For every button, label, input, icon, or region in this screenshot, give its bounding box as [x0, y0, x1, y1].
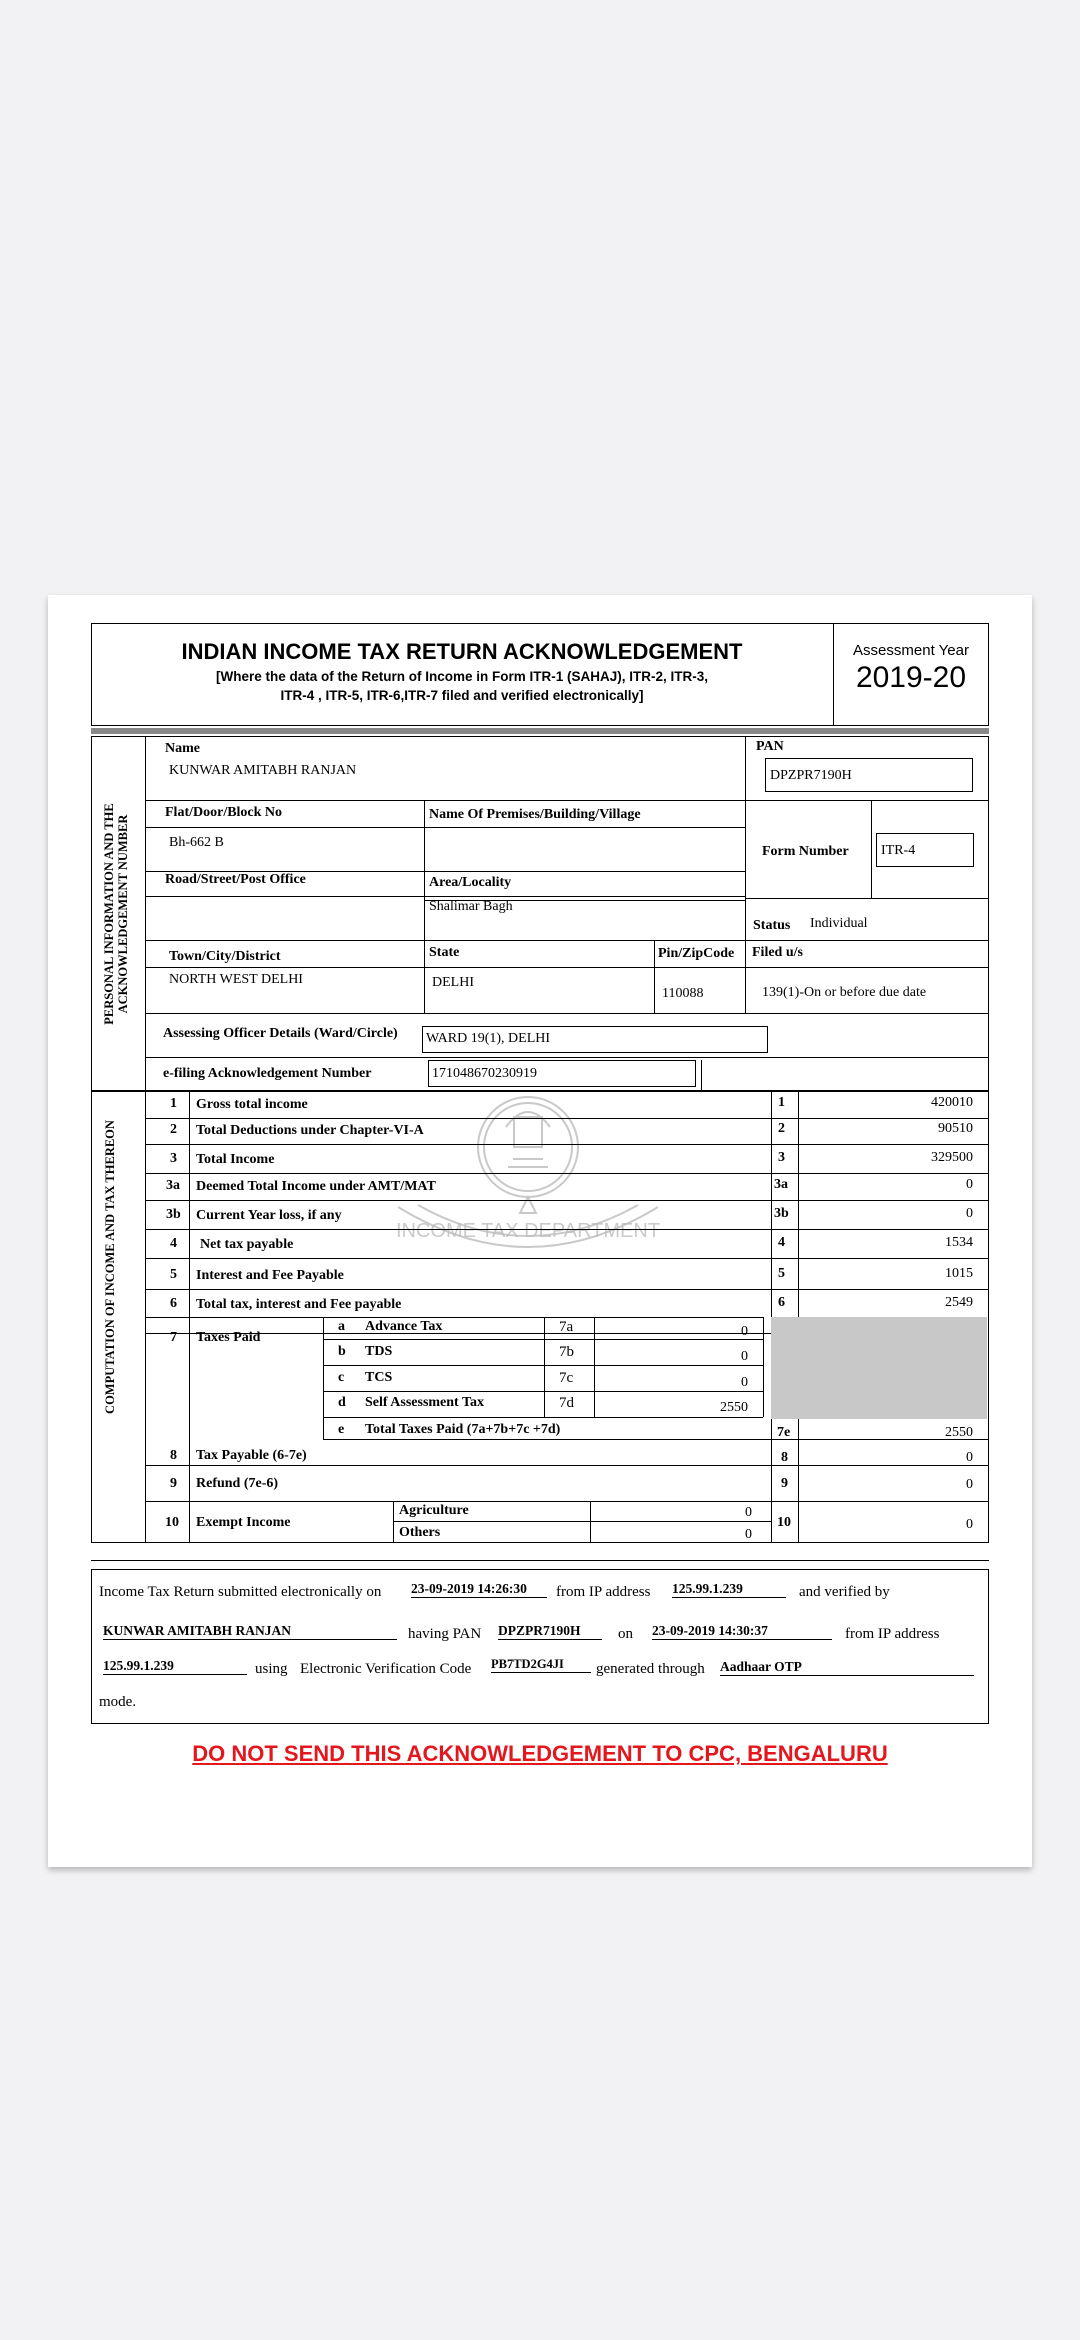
verify-ip: 125.99.1.239	[103, 1658, 247, 1675]
row-8-number: 8	[170, 1448, 177, 1463]
row-7a-letter: a	[338, 1319, 345, 1334]
ao-value: WARD 19(1), DELHI	[426, 1031, 551, 1046]
name-label: Name	[165, 741, 200, 756]
state-value: DELHI	[432, 975, 474, 990]
row-3a-value: 0	[966, 1177, 973, 1192]
row-1-code: 1	[778, 1095, 785, 1110]
area-label: Area/Locality	[429, 875, 512, 890]
ack-value: 171048670230919	[432, 1066, 537, 1081]
footer-text-8: Electronic Verification Code	[300, 1661, 472, 1677]
others-value: 0	[745, 1527, 752, 1542]
verification-method: Aadhaar OTP	[720, 1659, 974, 1676]
computation-section-label-text: COMPUTATION OF INCOME AND TAX THEREON	[103, 1120, 117, 1414]
row-8-code: 8	[781, 1450, 788, 1465]
form-number-value: ITR-4	[881, 843, 916, 858]
verify-datetime: 23-09-2019 14:30:37	[652, 1623, 832, 1640]
document-title: INDIAN INCOME TAX RETURN ACKNOWLEDGEMENT	[181, 639, 743, 664]
row-8-label: Tax Payable (6-7e)	[196, 1448, 307, 1463]
personal-section-label	[102, 734, 134, 1094]
row-9-value: 0	[966, 1477, 973, 1492]
row-1-label: Gross total income	[196, 1097, 308, 1112]
evc-code: PB7TD2G4JI	[491, 1656, 591, 1673]
submit-ip: 125.99.1.239	[672, 1581, 786, 1598]
row-4-code: 4	[778, 1235, 785, 1250]
row-7a-label: Advance Tax	[365, 1319, 443, 1334]
verifier-name: KUNWAR AMITABH RANJAN	[103, 1623, 397, 1640]
footer-text-2: from IP address	[556, 1584, 651, 1600]
row-7d-code: 7d	[559, 1395, 574, 1411]
computation-section-label	[103, 1107, 135, 1427]
row-7a-value: 0	[741, 1324, 748, 1339]
status-value: Individual	[810, 916, 868, 931]
row-10-code: 10	[777, 1515, 791, 1530]
document-subtitle-1: [Where the data of the Return of Income in Form ITR-1 (SAHAJ), ITR-2, ITR-3,	[215, 669, 709, 684]
row-8-value: 0	[966, 1450, 973, 1465]
row-2-code: 2	[778, 1121, 785, 1136]
agriculture-label: Agriculture	[399, 1503, 469, 1518]
filed-label: Filed u/s	[752, 945, 803, 960]
row-2-label: Total Deductions under Chapter-VI-A	[196, 1123, 424, 1138]
row-7e-label: Total Taxes Paid (7a+7b+7c +7d)	[365, 1422, 561, 1437]
row-7d-value: 2550	[720, 1400, 748, 1415]
row-3-value: 329500	[931, 1150, 973, 1165]
footer-text-4: having PAN	[408, 1626, 482, 1642]
submit-datetime: 23-09-2019 14:26:30	[411, 1581, 547, 1598]
row-7c-code: 7c	[559, 1370, 574, 1386]
row-3-number: 3	[170, 1151, 177, 1166]
row-10-label: Exempt Income	[196, 1515, 291, 1530]
status-label: Status	[753, 918, 791, 933]
row-7d-label: Self Assessment Tax	[365, 1395, 485, 1410]
row-6-value: 2549	[945, 1295, 973, 1310]
row-3b-label: Current Year loss, if any	[196, 1208, 342, 1223]
row-7-label: Taxes Paid	[196, 1330, 261, 1345]
row-3-label: Total Income	[196, 1152, 275, 1167]
row-3a-number: 3a	[166, 1178, 180, 1193]
footer-text-10: mode.	[99, 1694, 137, 1710]
warning-text: DO NOT SEND THIS ACKNOWLEDGEMENT TO CPC, BENGALURU	[192, 1741, 888, 1766]
row-9-code: 9	[781, 1476, 788, 1491]
footer-text-7: using	[255, 1661, 288, 1677]
footer-text-1: Income Tax Return submitted electronically on	[99, 1584, 382, 1600]
header-divider-bar	[91, 728, 989, 734]
pin-label: Pin/ZipCode	[658, 946, 735, 961]
row-3-code: 3	[778, 1150, 785, 1165]
row-2-value: 90510	[938, 1121, 973, 1136]
shaded-cell	[771, 1317, 987, 1419]
personal-section-label-text: PERSONAL INFORMATION AND THE ACKNOWLEDGEMENT NUMBER	[102, 803, 130, 1025]
row-7b-label: TDS	[365, 1344, 393, 1359]
filed-value: 139(1)-On or before due date	[762, 985, 927, 1000]
row-6-label: Total tax, interest and Fee payable	[196, 1297, 402, 1312]
row-3b-code: 3b	[774, 1206, 789, 1221]
row-7a-code: 7a	[559, 1319, 574, 1335]
assessment-year-label: Assessment Year	[853, 642, 969, 659]
premises-label: Name Of Premises/Building/Village	[429, 807, 641, 822]
row-2-number: 2	[170, 1122, 177, 1137]
row-10-number: 10	[165, 1515, 179, 1530]
flat-label: Flat/Door/Block No	[165, 805, 283, 820]
row-3a-code: 3a	[774, 1177, 788, 1192]
name-value: KUNWAR AMITABH RANJAN	[169, 763, 357, 778]
row-6-number: 6	[170, 1296, 177, 1311]
row-5-code: 5	[778, 1266, 785, 1281]
document-subtitle-2: ITR-4 , ITR-5, ITR-6,ITR-7 filed and verified electronically]	[280, 688, 644, 703]
row-9-number: 9	[170, 1476, 177, 1491]
state-label: State	[429, 945, 460, 960]
row-4-label: Net tax payable	[200, 1237, 294, 1252]
row-5-label: Interest and Fee Payable	[196, 1268, 344, 1283]
town-label: Town/City/District	[169, 949, 281, 964]
row-7e-letter: e	[338, 1422, 345, 1437]
row-7c-letter: c	[338, 1370, 345, 1385]
footer-separator	[91, 1560, 989, 1561]
pan-value: DPZPR7190H	[770, 768, 852, 783]
form-number-label: Form Number	[762, 844, 849, 859]
row-3b-number: 3b	[166, 1207, 181, 1222]
agriculture-value: 0	[745, 1505, 752, 1520]
row-5-number: 5	[170, 1267, 177, 1282]
row-7d-letter: d	[338, 1395, 346, 1410]
row-7-number: 7	[170, 1330, 177, 1345]
footer-text-5: on	[618, 1626, 633, 1642]
row-4-value: 1534	[945, 1235, 973, 1250]
row-10-value: 0	[966, 1517, 973, 1532]
ao-label: Assessing Officer Details (Ward/Circle)	[163, 1026, 398, 1041]
row-7c-value: 0	[741, 1375, 748, 1390]
row-3a-label: Deemed Total Income under AMT/MAT	[196, 1179, 436, 1194]
watermark-text: INCOME TAX DEPARTMENT	[395, 1220, 661, 1242]
row-5-value: 1015	[945, 1266, 973, 1281]
footer-text-9: generated through	[596, 1661, 705, 1677]
area-value: Shalimar Bagh	[429, 899, 513, 914]
row-7b-letter: b	[338, 1344, 346, 1359]
row-7b-code: 7b	[559, 1344, 574, 1360]
town-value: NORTH WEST DELHI	[169, 972, 303, 987]
row-7c-label: TCS	[365, 1370, 393, 1385]
flat-value: Bh-662 B	[169, 835, 224, 850]
pin-value: 110088	[662, 986, 704, 1001]
footer-text-6: from IP address	[845, 1626, 940, 1642]
row-1-number: 1	[170, 1096, 177, 1111]
row-4-number: 4	[170, 1236, 177, 1251]
row-1-value: 420010	[931, 1095, 973, 1110]
ack-label: e-filing Acknowledgement Number	[163, 1066, 372, 1081]
assessment-year-value: 2019-20	[855, 661, 967, 694]
row-7e-value: 2550	[945, 1425, 973, 1440]
row-7e-code: 7e	[777, 1425, 791, 1440]
verifier-pan: DPZPR7190H	[498, 1623, 602, 1640]
others-label: Others	[399, 1525, 441, 1540]
acknowledgement-page	[48, 595, 1032, 1867]
road-label: Road/Street/Post Office	[165, 872, 306, 887]
pan-label: PAN	[756, 739, 784, 754]
row-6-code: 6	[778, 1295, 785, 1310]
footer-text-3: and verified by	[799, 1584, 890, 1600]
row-3b-value: 0	[966, 1206, 973, 1221]
row-7b-value: 0	[741, 1349, 748, 1364]
row-9-label: Refund (7e-6)	[196, 1476, 279, 1491]
